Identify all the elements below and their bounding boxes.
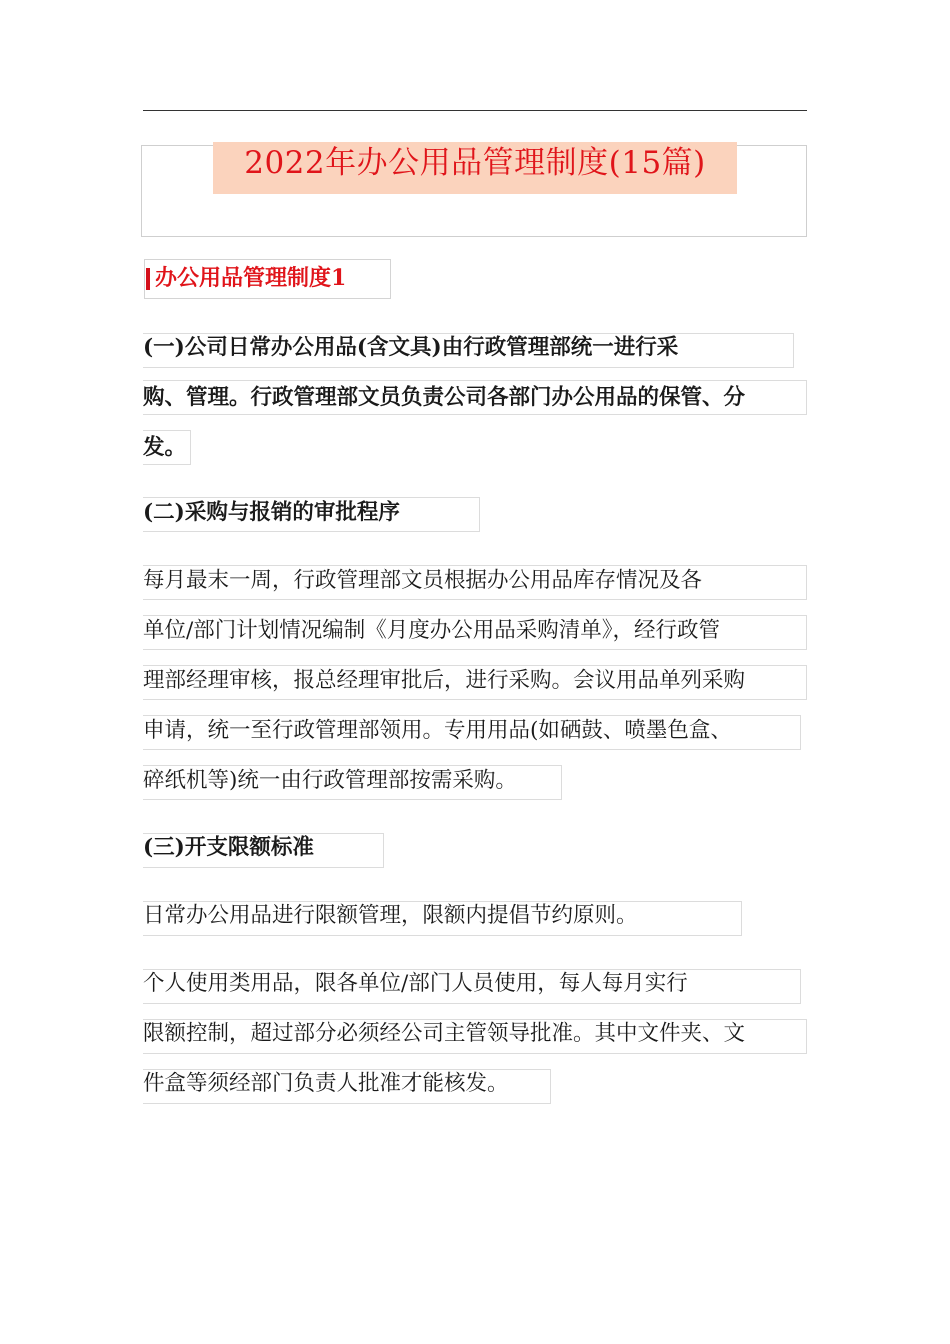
paragraph-line: 日常办公用品进行限额管理，限额内提倡节约原则。 [143,903,638,928]
section-heading-text: 办公用品管理制度1 [155,265,347,291]
paragraph-line: (二)采购与报销的审批程序 [143,500,400,525]
paragraph-line: 限额控制，超过部分必须经公司主管领导批准。其中文件夹、文 [143,1021,746,1046]
paragraph-line: 单位/部门计划情况编制《月度办公用品采购清单》，经行政管 [143,618,720,643]
paragraph-line: 每月最末一周，行政管理部文员根据办公用品库存情况及各 [143,568,703,593]
paragraph-line: 发。 [143,435,187,460]
paragraph-6 [143,959,745,1109]
paragraph-5 [143,891,638,941]
paragraph-line: 碎纸机等)统一由行政管理部按需采购。 [143,768,517,793]
section-heading [144,259,391,299]
paragraph-line: (三)开支限额标准 [143,835,314,860]
paragraph-1 [143,323,745,473]
heading-marker [146,268,150,290]
paragraph-line: (一)公司日常办公用品(含文具)由行政管理部统一进行采 [143,335,679,360]
subheading-2 [143,488,400,538]
paragraph-3 [143,556,745,806]
document-title: 2022年办公用品管理制度(15篇) [213,142,737,194]
top-rule [143,110,807,111]
subheading-3 [143,823,314,873]
paragraph-line: 购、管理。行政管理部文员负责公司各部门办公用品的保管、分 [143,385,746,410]
paragraph-line: 理部经理审核，报总经理审批后，进行采购。会议用品单列采购 [143,668,746,693]
paragraph-line: 个人使用类用品，限各单位/部门人员使用，每人每月实行 [143,971,688,996]
paragraph-line: 申请，统一至行政管理部领用。专用用品(如硒鼓、喷墨色盒、 [143,718,732,743]
paragraph-line: 件盒等须经部门负责人批准才能核发。 [143,1071,509,1096]
